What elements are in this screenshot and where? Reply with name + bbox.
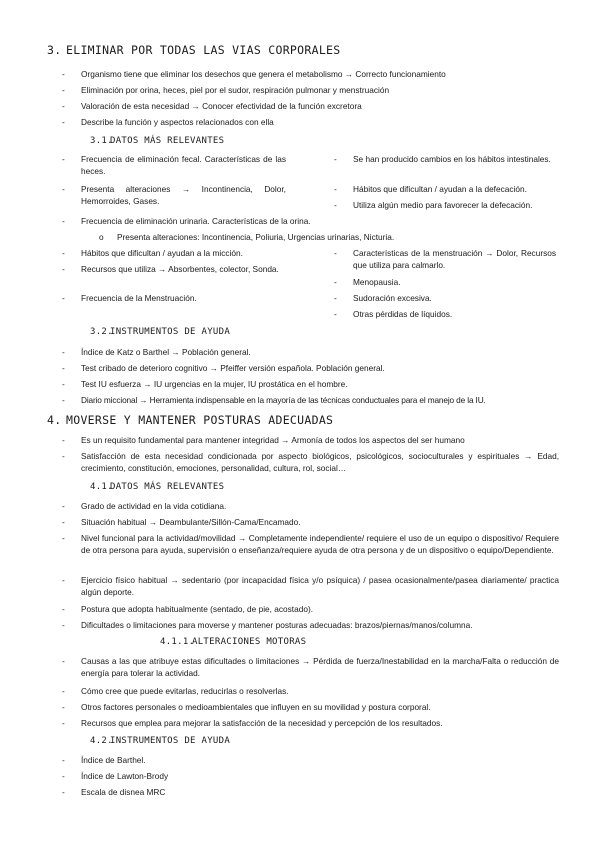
list-item: - Postura que adopta habitualmente (sentado, de pie, acostado).	[62, 604, 314, 614]
section-3-number: 3.	[47, 43, 62, 57]
list-item: - Otras pérdidas de líquidos.	[334, 309, 453, 319]
subsection-3-1-title: DATOS MÁS RELEVANTES	[110, 136, 225, 146]
list-item: - Otros factores personales o medioambientales que influyen en su movilidad y postura corporal.	[62, 702, 431, 712]
list-item: - Recursos que utiliza → Absorbentes, colector, Sonda.	[62, 264, 279, 274]
list-item: - Satisfacción de esta necesidad condicionada por aspecto biológicos, psicológicos, socioculturales y espirituales → Edad, crecimiento, constitución, emociones, personalidad, cultura, rol, social…	[62, 451, 559, 473]
list-item: - Recursos que emplea para mejorar la satisfacción de la necesidad y percepción de los resultados.	[62, 718, 443, 728]
list-item: - Test cribado de deterioro cognitivo → Pfeiffer versión española. Población general.	[62, 363, 385, 373]
list-item: - Presenta alteraciones → Incontinencia, Dolor, Hemorroides, Gases.	[62, 184, 286, 206]
list-item: - Diario miccional → Herramienta indispensable en la mayoría de las técnicas conductuales para el manejo de la IU.	[62, 395, 486, 405]
list-item: - Índice de Barthel.	[62, 755, 146, 765]
list-item: - Escala de disnea MRC	[62, 787, 166, 797]
list-item: - Hábitos que dificultan / ayudan a la defecación.	[334, 184, 527, 194]
list-item: - Frecuencia de la Menstruación.	[62, 293, 197, 303]
list-item: - Ejercicio físico habitual → sedentario (por incapacidad física y/o psíquica) / pasea ocasionalmente/pasea diariamente/ practica algún deporte.	[62, 575, 559, 597]
list-item: - Organismo tiene que eliminar los desechos que genera el metabolismo → Correcto funcionamiento	[62, 69, 446, 79]
list-item: - Se han producido cambios en los hábitos intestinales.	[334, 154, 551, 164]
list-item: - Es un requisito fundamental para mantener integridad → Armonía de todos los aspectos del ser humano	[62, 435, 465, 445]
list-item: - Utiliza algún medio para favorecer la defecación.	[334, 200, 533, 210]
section-4-title: MOVERSE Y MANTENER POSTURAS ADECUADAS	[66, 413, 334, 427]
list-item: - Dificultades o limitaciones para moverse y mantener posturas adecuadas: brazos/piernas/manos/columna.	[62, 620, 473, 630]
section-4-heading	[47, 413, 333, 427]
subsection-4-1-1-heading: 4.1.1.ALTERACIONES MOTORAS	[160, 637, 307, 647]
list-item: - Hábitos que dificultan / ayudan a la micción.	[62, 248, 243, 258]
list-item: - Grado de actividad en la vida cotidiana.	[62, 501, 227, 511]
list-item: - Índice de Katz o Barthel → Población general.	[62, 347, 251, 357]
subsection-4-1-title: DATOS MÁS RELEVANTES	[110, 482, 225, 492]
subsection-3-2-title: INSTRUMENTOS DE AYUDA	[110, 327, 231, 337]
list-item: - Eliminación por orina, heces, piel por el sudor, respiración pulmonar y menstruación	[62, 85, 390, 95]
list-item: - Causas a las que atribuye estas dificultades o limitaciones → Pérdida de fuerza/Inestabilidad en la marcha/Falta o reducción de energía para tolerar la actividad.	[62, 656, 559, 678]
subsection-4-1-heading: 4.1.DATOS MÁS RELEVANTES	[90, 482, 225, 492]
circle-list-item: o Presenta alteraciones: Incontinencia, Poliuria, Urgencias urinarias, Nicturia.	[99, 232, 395, 242]
list-item: - Test IU esfuerza → IU urgencias en la mujer, IU prostática en el hombre.	[62, 379, 348, 389]
list-item: - Nivel funcional para la actividad/movilidad → Completamente independiente/ requiere el uso de un equipo o dispositivo/ Requiere de otra persona para ayuda, supervisión o enseñanza/requiere ayuda de otra persona y de un dispositivo o equipo/Dependiente.	[62, 533, 559, 555]
list-item: - Características de la menstruación → Dolor, Recursos que utiliza para calmarlo.	[334, 248, 556, 270]
list-item: - Valoración de esta necesidad → Conocer efectividad de la función excretora	[62, 101, 362, 111]
subsection-3-2-heading: 3.2.INSTRUMENTOS DE AYUDA	[90, 327, 231, 337]
section-3-title: ELIMINAR POR TODAS LAS VIAS CORPORALES	[66, 43, 341, 57]
section-3-heading	[47, 43, 341, 57]
subsection-4-2-heading: 4.2.INSTRUMENTOS DE AYUDA	[90, 736, 231, 746]
subsection-3-1-heading: 3.1.DATOS MÁS RELEVANTES	[90, 136, 225, 146]
subsection-4-2-title: INSTRUMENTOS DE AYUDA	[110, 736, 231, 746]
list-item: - Frecuencia de eliminación fecal. Características de las heces.	[62, 154, 286, 176]
list-item: - Situación habitual → Deambulante/Sillón-Cama/Encamado.	[62, 517, 301, 527]
list-item: - Describe la función y aspectos relacionados con ella	[62, 117, 274, 127]
list-item: - Índice de Lawton-Brody	[62, 771, 169, 781]
list-item: - Sudoración excesiva.	[334, 293, 432, 303]
subsection-4-1-1-title: ALTERACIONES MOTORAS	[192, 637, 307, 647]
list-item: - Cómo cree que puede evitarlas, reducirlas o resolverlas.	[62, 686, 289, 696]
list-item: - Menopausia.	[334, 277, 401, 287]
section-4-number: 4.	[47, 413, 62, 427]
list-item: - Frecuencia de eliminación urinaria. Características de la orina.	[62, 216, 311, 226]
